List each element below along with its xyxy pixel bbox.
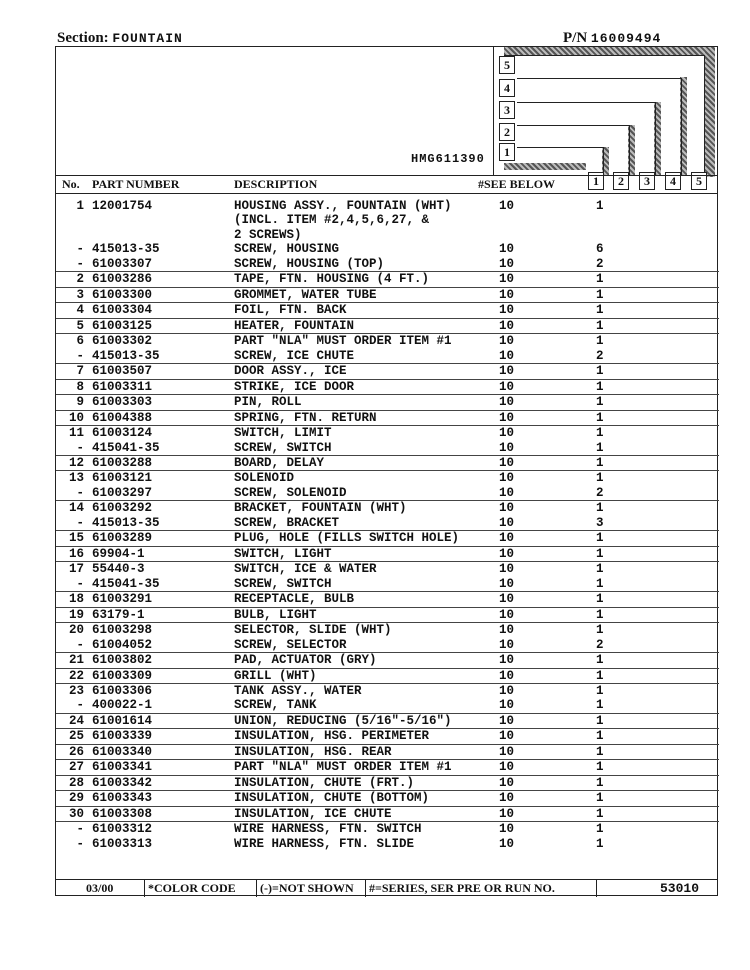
quantity: 1 bbox=[596, 698, 604, 713]
legend-number-3: 3 bbox=[499, 101, 515, 119]
item-number: 12 bbox=[68, 455, 84, 470]
series-code: 10 bbox=[499, 395, 515, 410]
item-number: 10 bbox=[68, 410, 84, 425]
part-number: 61003306 bbox=[92, 684, 153, 698]
description: PIN, ROLL bbox=[234, 395, 302, 410]
table-row bbox=[56, 349, 719, 364]
part-number: 61003342 bbox=[92, 775, 153, 790]
table-row bbox=[56, 698, 719, 713]
description: TAPE, FTN. HOUSING (4 FT.) bbox=[234, 272, 430, 287]
table-row bbox=[56, 592, 719, 607]
description: FOIL, FTN. BACK bbox=[234, 303, 347, 318]
item-number: 15 bbox=[68, 531, 84, 546]
part-number: 61003286 bbox=[92, 272, 153, 287]
legend-bottom-4: 4 bbox=[665, 172, 681, 190]
table-row bbox=[56, 562, 719, 576]
item-number: - bbox=[76, 822, 84, 837]
item-number: - bbox=[76, 242, 84, 257]
description: HOUSING ASSY., FOUNTAIN (WHT) bbox=[234, 199, 452, 213]
quantity: 1 bbox=[596, 303, 604, 318]
series-code: 10 bbox=[499, 242, 515, 257]
table-row bbox=[56, 714, 719, 729]
description: PLUG, HOLE (FILLS SWITCH HOLE) bbox=[234, 531, 460, 546]
quantity: 2 bbox=[596, 485, 604, 500]
table-row bbox=[56, 729, 719, 744]
quantity: 1 bbox=[596, 440, 604, 455]
part-number: 415013-35 bbox=[92, 348, 160, 363]
table-row bbox=[56, 471, 719, 485]
legend-number-4: 4 bbox=[499, 79, 515, 97]
item-number: - bbox=[76, 515, 84, 530]
table-row bbox=[56, 760, 719, 775]
quantity: 2 bbox=[596, 348, 604, 363]
item-number: 14 bbox=[68, 501, 84, 516]
description: BOARD, DELAY bbox=[234, 455, 325, 470]
part-number: 61003340 bbox=[92, 744, 153, 759]
header-divider-bottom bbox=[56, 193, 717, 194]
part-number: 61003289 bbox=[92, 531, 153, 546]
quantity: 1 bbox=[596, 531, 604, 546]
part-number: 61003309 bbox=[92, 668, 153, 683]
section-value: FOUNTAIN bbox=[112, 31, 183, 46]
series-code: 10 bbox=[499, 334, 515, 349]
quantity: 1 bbox=[596, 546, 604, 561]
part-number-heading bbox=[563, 30, 661, 47]
quantity: 2 bbox=[596, 637, 604, 652]
part-number: 61003304 bbox=[92, 303, 153, 318]
table-row bbox=[56, 776, 719, 791]
description: 2 SCREWS) bbox=[234, 227, 302, 242]
description: SCREW, SOLENOID bbox=[234, 485, 347, 500]
part-number: 61003298 bbox=[92, 623, 153, 638]
description: BULB, LIGHT bbox=[234, 607, 317, 622]
item-number: - bbox=[76, 698, 84, 713]
series-code: 10 bbox=[499, 623, 515, 638]
quantity: 1 bbox=[596, 592, 604, 607]
quantity: 6 bbox=[596, 242, 604, 257]
part-number: 61003802 bbox=[92, 653, 153, 668]
series-code: 10 bbox=[499, 199, 515, 213]
quantity: 1 bbox=[596, 562, 604, 577]
table-row bbox=[56, 272, 719, 287]
series-code: 10 bbox=[499, 637, 515, 652]
series-code: 10 bbox=[499, 836, 515, 851]
legend-line-2 bbox=[517, 125, 629, 126]
series-code: 10 bbox=[499, 592, 515, 607]
item-number: 26 bbox=[68, 744, 84, 759]
legend-vline-5 bbox=[704, 55, 705, 175]
quantity: 1 bbox=[596, 364, 604, 379]
part-number: 61003312 bbox=[92, 822, 153, 837]
description: INSULATION, HSG. REAR bbox=[234, 744, 392, 759]
series-code: 10 bbox=[499, 455, 515, 470]
description: PART "NLA" MUST ORDER ITEM #1 bbox=[234, 760, 452, 775]
series-code: 10 bbox=[499, 698, 515, 713]
description: STRIKE, ICE DOOR bbox=[234, 379, 355, 394]
legend-bottom-3: 3 bbox=[639, 172, 655, 190]
quantity: 1 bbox=[596, 272, 604, 287]
table-row bbox=[56, 837, 719, 851]
legend-bottom-2: 2 bbox=[613, 172, 629, 190]
description: BRACKET, FOUNTAIN (WHT) bbox=[234, 501, 407, 516]
series-code: 10 bbox=[499, 653, 515, 668]
quantity: 1 bbox=[596, 653, 604, 668]
item-number: 28 bbox=[68, 775, 84, 790]
description: GROMMET, WATER TUBE bbox=[234, 287, 377, 302]
table-row bbox=[56, 653, 719, 668]
part-number: 69904-1 bbox=[92, 546, 145, 561]
series-code: 10 bbox=[499, 272, 515, 287]
pn-value: 16009494 bbox=[590, 31, 662, 46]
series-code: 10 bbox=[499, 546, 515, 561]
item-number: 4 bbox=[76, 303, 84, 318]
table-row bbox=[56, 364, 719, 379]
section-label: Section: bbox=[57, 30, 109, 46]
footer-color-code: *COLOR CODE bbox=[148, 881, 236, 895]
description: TANK ASSY., WATER bbox=[234, 684, 362, 698]
description: GRILL (WHT) bbox=[234, 668, 317, 683]
item-number: 19 bbox=[68, 607, 84, 622]
part-number: 61003125 bbox=[92, 318, 153, 333]
legend-bottom-1: 1 bbox=[588, 172, 604, 190]
series-code: 10 bbox=[499, 379, 515, 394]
item-number: 18 bbox=[68, 592, 84, 607]
legend-bottom-5: 5 bbox=[691, 172, 707, 190]
table-row bbox=[56, 608, 719, 623]
series-code: 10 bbox=[499, 713, 515, 728]
description: UNION, REDUCING (5/16"-5/16") bbox=[234, 713, 452, 728]
table-row bbox=[56, 501, 719, 515]
series-code: 10 bbox=[499, 531, 515, 546]
table-row bbox=[56, 456, 719, 471]
footer-divider bbox=[56, 879, 717, 880]
item-number: - bbox=[76, 440, 84, 455]
item-number: 23 bbox=[68, 684, 84, 698]
table-row bbox=[56, 199, 719, 213]
quantity: 1 bbox=[596, 836, 604, 851]
series-code: 10 bbox=[499, 607, 515, 622]
footer-not-shown: (-)=NOT SHOWN bbox=[260, 881, 354, 895]
series-code: 10 bbox=[499, 744, 515, 759]
part-number: 61003507 bbox=[92, 364, 153, 379]
description: INSULATION, HSG. PERIMETER bbox=[234, 729, 430, 744]
table-row bbox=[56, 441, 719, 456]
table-row bbox=[56, 486, 719, 501]
item-number: - bbox=[76, 348, 84, 363]
description: SCREW, TANK bbox=[234, 698, 317, 713]
item-number: 6 bbox=[76, 334, 84, 349]
table-row bbox=[56, 319, 719, 334]
quantity: 1 bbox=[596, 668, 604, 683]
series-code: 10 bbox=[499, 485, 515, 500]
table-row bbox=[56, 822, 719, 836]
parts-table bbox=[56, 199, 719, 851]
column-header-part-number: PART NUMBER bbox=[92, 177, 180, 191]
table-row bbox=[56, 334, 719, 348]
description: (INCL. ITEM #2,4,5,6,27, & bbox=[234, 213, 430, 228]
legend-line-4 bbox=[517, 78, 682, 79]
legend-left-border bbox=[493, 47, 494, 175]
item-number: 9 bbox=[76, 395, 84, 410]
series-code: 10 bbox=[499, 576, 515, 591]
item-number: 29 bbox=[68, 791, 84, 806]
item-number: 17 bbox=[68, 562, 84, 577]
legend-vline-2 bbox=[629, 125, 630, 175]
part-number: 61003288 bbox=[92, 455, 153, 470]
table-row bbox=[56, 684, 719, 698]
description: INSULATION, CHUTE (FRT.) bbox=[234, 775, 415, 790]
part-number: 61003313 bbox=[92, 836, 153, 851]
quantity: 1 bbox=[596, 426, 604, 441]
description: SWITCH, ICE & WATER bbox=[234, 562, 377, 577]
description: SPRING, FTN. RETURN bbox=[234, 410, 377, 425]
item-number: 24 bbox=[68, 713, 84, 728]
item-number: 5 bbox=[76, 318, 84, 333]
legend-right-hatch bbox=[705, 47, 715, 177]
quantity: 1 bbox=[596, 775, 604, 790]
model-number: HMG611390 bbox=[411, 152, 485, 166]
quantity: 2 bbox=[596, 256, 604, 271]
quantity: 1 bbox=[596, 501, 604, 516]
series-code: 10 bbox=[499, 729, 515, 744]
quantity: 1 bbox=[596, 729, 604, 744]
part-number: 55440-3 bbox=[92, 562, 145, 577]
legend-vline-4 bbox=[681, 78, 682, 175]
part-number: 415013-35 bbox=[92, 515, 160, 530]
description: SCREW, SWITCH bbox=[234, 440, 332, 455]
quantity: 1 bbox=[596, 287, 604, 302]
item-number: 1 bbox=[76, 199, 84, 213]
table-row bbox=[56, 411, 719, 426]
legend-vline-1 bbox=[603, 147, 604, 175]
pn-label: P/N bbox=[563, 30, 588, 46]
description: WIRE HARNESS, FTN. SWITCH bbox=[234, 822, 422, 837]
table-row bbox=[56, 242, 719, 256]
item-number: 8 bbox=[76, 379, 84, 394]
series-code: 10 bbox=[499, 410, 515, 425]
part-number: 61003339 bbox=[92, 729, 153, 744]
series-code: 10 bbox=[499, 515, 515, 530]
series-code: 10 bbox=[499, 471, 515, 486]
table-row bbox=[56, 669, 719, 684]
part-number: 61003302 bbox=[92, 334, 153, 349]
series-code: 10 bbox=[499, 684, 515, 698]
item-number: 22 bbox=[68, 668, 84, 683]
item-number: - bbox=[76, 836, 84, 851]
series-code: 10 bbox=[499, 791, 515, 806]
description: PART "NLA" MUST ORDER ITEM #1 bbox=[234, 334, 452, 349]
legend-line-1 bbox=[517, 147, 603, 148]
description: SWITCH, LIGHT bbox=[234, 546, 332, 561]
column-header-no: No. bbox=[62, 177, 80, 191]
series-code: 10 bbox=[499, 440, 515, 455]
part-number: 61003291 bbox=[92, 592, 153, 607]
quantity: 1 bbox=[596, 334, 604, 349]
description: SELECTOR, SLIDE (WHT) bbox=[234, 623, 392, 638]
quantity: 1 bbox=[596, 395, 604, 410]
quantity: 1 bbox=[596, 410, 604, 425]
series-code: 10 bbox=[499, 501, 515, 516]
table-row bbox=[56, 623, 719, 637]
series-code: 10 bbox=[499, 668, 515, 683]
item-number: 20 bbox=[68, 623, 84, 638]
quantity: 1 bbox=[596, 623, 604, 638]
section-heading bbox=[57, 30, 183, 47]
series-code: 10 bbox=[499, 426, 515, 441]
table-row bbox=[56, 638, 719, 653]
item-number: 21 bbox=[68, 653, 84, 668]
quantity: 1 bbox=[596, 684, 604, 698]
description: SCREW, ICE CHUTE bbox=[234, 348, 355, 363]
parts-list-frame bbox=[55, 46, 718, 896]
description: SCREW, BRACKET bbox=[234, 515, 340, 530]
table-row bbox=[56, 516, 719, 531]
item-number: 11 bbox=[68, 426, 84, 441]
item-number: - bbox=[76, 485, 84, 500]
quantity: 3 bbox=[596, 515, 604, 530]
item-number: 2 bbox=[76, 272, 84, 287]
table-row bbox=[56, 380, 719, 395]
item-number: 3 bbox=[76, 287, 84, 302]
table-row bbox=[56, 547, 719, 562]
table-row bbox=[56, 531, 719, 546]
column-header-description: DESCRIPTION bbox=[234, 177, 318, 191]
quantity: 1 bbox=[596, 760, 604, 775]
table-row bbox=[56, 288, 719, 303]
quantity: 1 bbox=[596, 806, 604, 821]
item-number: 25 bbox=[68, 729, 84, 744]
quantity: 1 bbox=[596, 455, 604, 470]
series-code: 10 bbox=[499, 775, 515, 790]
header-divider-top bbox=[56, 175, 717, 176]
quantity: 1 bbox=[596, 471, 604, 486]
item-number: 30 bbox=[68, 806, 84, 821]
table-row bbox=[56, 745, 719, 760]
part-number: 61003300 bbox=[92, 287, 153, 302]
table-row bbox=[56, 257, 719, 272]
description: HEATER, FOUNTAIN bbox=[234, 318, 355, 333]
table-row bbox=[56, 807, 719, 822]
part-number: 63179-1 bbox=[92, 607, 145, 622]
legend-line-5 bbox=[504, 55, 704, 56]
description: SCREW, SELECTOR bbox=[234, 637, 347, 652]
description: RECEPTACLE, BULB bbox=[234, 592, 355, 607]
description: SOLENOID bbox=[234, 471, 295, 486]
series-code: 10 bbox=[499, 318, 515, 333]
part-number: 61003297 bbox=[92, 485, 153, 500]
series-code: 10 bbox=[499, 303, 515, 318]
description: INSULATION, CHUTE (BOTTOM) bbox=[234, 791, 430, 806]
item-number: 27 bbox=[68, 760, 84, 775]
part-number: 61001614 bbox=[92, 713, 153, 728]
description: SCREW, HOUSING bbox=[234, 242, 340, 257]
table-row bbox=[56, 577, 719, 592]
legend-top-hatch bbox=[504, 47, 714, 55]
quantity: 1 bbox=[596, 607, 604, 622]
item-number: 7 bbox=[76, 364, 84, 379]
part-number: 61003292 bbox=[92, 501, 153, 516]
description: DOOR ASSY., ICE bbox=[234, 364, 347, 379]
description: SCREW, SWITCH bbox=[234, 576, 332, 591]
part-number: 12001754 bbox=[92, 199, 153, 213]
quantity: 1 bbox=[596, 576, 604, 591]
part-number: 61003124 bbox=[92, 426, 153, 441]
part-number: 61003311 bbox=[92, 379, 153, 394]
table-row bbox=[56, 303, 719, 318]
footer-sep-2 bbox=[256, 879, 257, 897]
series-code: 10 bbox=[499, 822, 515, 837]
series-code: 10 bbox=[499, 287, 515, 302]
part-number: 61003303 bbox=[92, 395, 153, 410]
series-code: 10 bbox=[499, 364, 515, 379]
part-number: 415041-35 bbox=[92, 440, 160, 455]
table-row bbox=[56, 426, 719, 440]
footer-sep-4 bbox=[596, 879, 597, 897]
part-number: 415013-35 bbox=[92, 242, 160, 257]
part-number: 61004388 bbox=[92, 410, 153, 425]
description: SCREW, HOUSING (TOP) bbox=[234, 256, 385, 271]
footer-page-number: 53010 bbox=[660, 881, 700, 896]
table-row bbox=[56, 228, 719, 242]
legend-lower-hatch bbox=[504, 163, 586, 170]
footer-sep-3 bbox=[365, 879, 366, 897]
quantity: 1 bbox=[596, 791, 604, 806]
series-code: 10 bbox=[499, 256, 515, 271]
description: WIRE HARNESS, FTN. SLIDE bbox=[234, 836, 415, 851]
part-number: 415041-35 bbox=[92, 576, 160, 591]
legend-vline-3 bbox=[655, 102, 656, 175]
quantity: 1 bbox=[596, 318, 604, 333]
footer-date: 03/00 bbox=[86, 881, 114, 895]
part-number: 61003341 bbox=[92, 760, 153, 775]
series-code: 10 bbox=[499, 562, 515, 577]
item-number: - bbox=[76, 576, 84, 591]
legend-number-5: 5 bbox=[499, 56, 515, 74]
part-number: 400022-1 bbox=[92, 698, 153, 713]
table-row bbox=[56, 213, 719, 227]
part-number: 61003307 bbox=[92, 256, 153, 271]
series-code: 10 bbox=[499, 760, 515, 775]
description: SWITCH, LIMIT bbox=[234, 426, 332, 441]
item-number: 16 bbox=[68, 546, 84, 561]
legend-line-3 bbox=[517, 102, 655, 103]
footer-series-note: #=SERIES, SER PRE OR RUN NO. bbox=[369, 881, 555, 895]
legend-number-2: 2 bbox=[499, 123, 515, 141]
table-row bbox=[56, 395, 719, 410]
series-code: 10 bbox=[499, 348, 515, 363]
quantity: 1 bbox=[596, 199, 604, 213]
table-row bbox=[56, 791, 719, 806]
quantity: 1 bbox=[596, 744, 604, 759]
legend-number-1: 1 bbox=[499, 143, 515, 161]
footer-sep-1 bbox=[144, 879, 145, 897]
quantity: 1 bbox=[596, 379, 604, 394]
description: INSULATION, ICE CHUTE bbox=[234, 806, 392, 821]
part-number: 61003308 bbox=[92, 806, 153, 821]
part-number: 61003121 bbox=[92, 471, 153, 486]
quantity: 1 bbox=[596, 713, 604, 728]
part-number: 61004052 bbox=[92, 637, 153, 652]
description: PAD, ACTUATOR (GRY) bbox=[234, 653, 377, 668]
item-number: 13 bbox=[68, 471, 84, 486]
item-number: - bbox=[76, 256, 84, 271]
part-number: 61003343 bbox=[92, 791, 153, 806]
column-header-series: #SEE BELOW bbox=[478, 177, 556, 191]
quantity: 1 bbox=[596, 822, 604, 837]
item-number: - bbox=[76, 637, 84, 652]
series-code: 10 bbox=[499, 806, 515, 821]
